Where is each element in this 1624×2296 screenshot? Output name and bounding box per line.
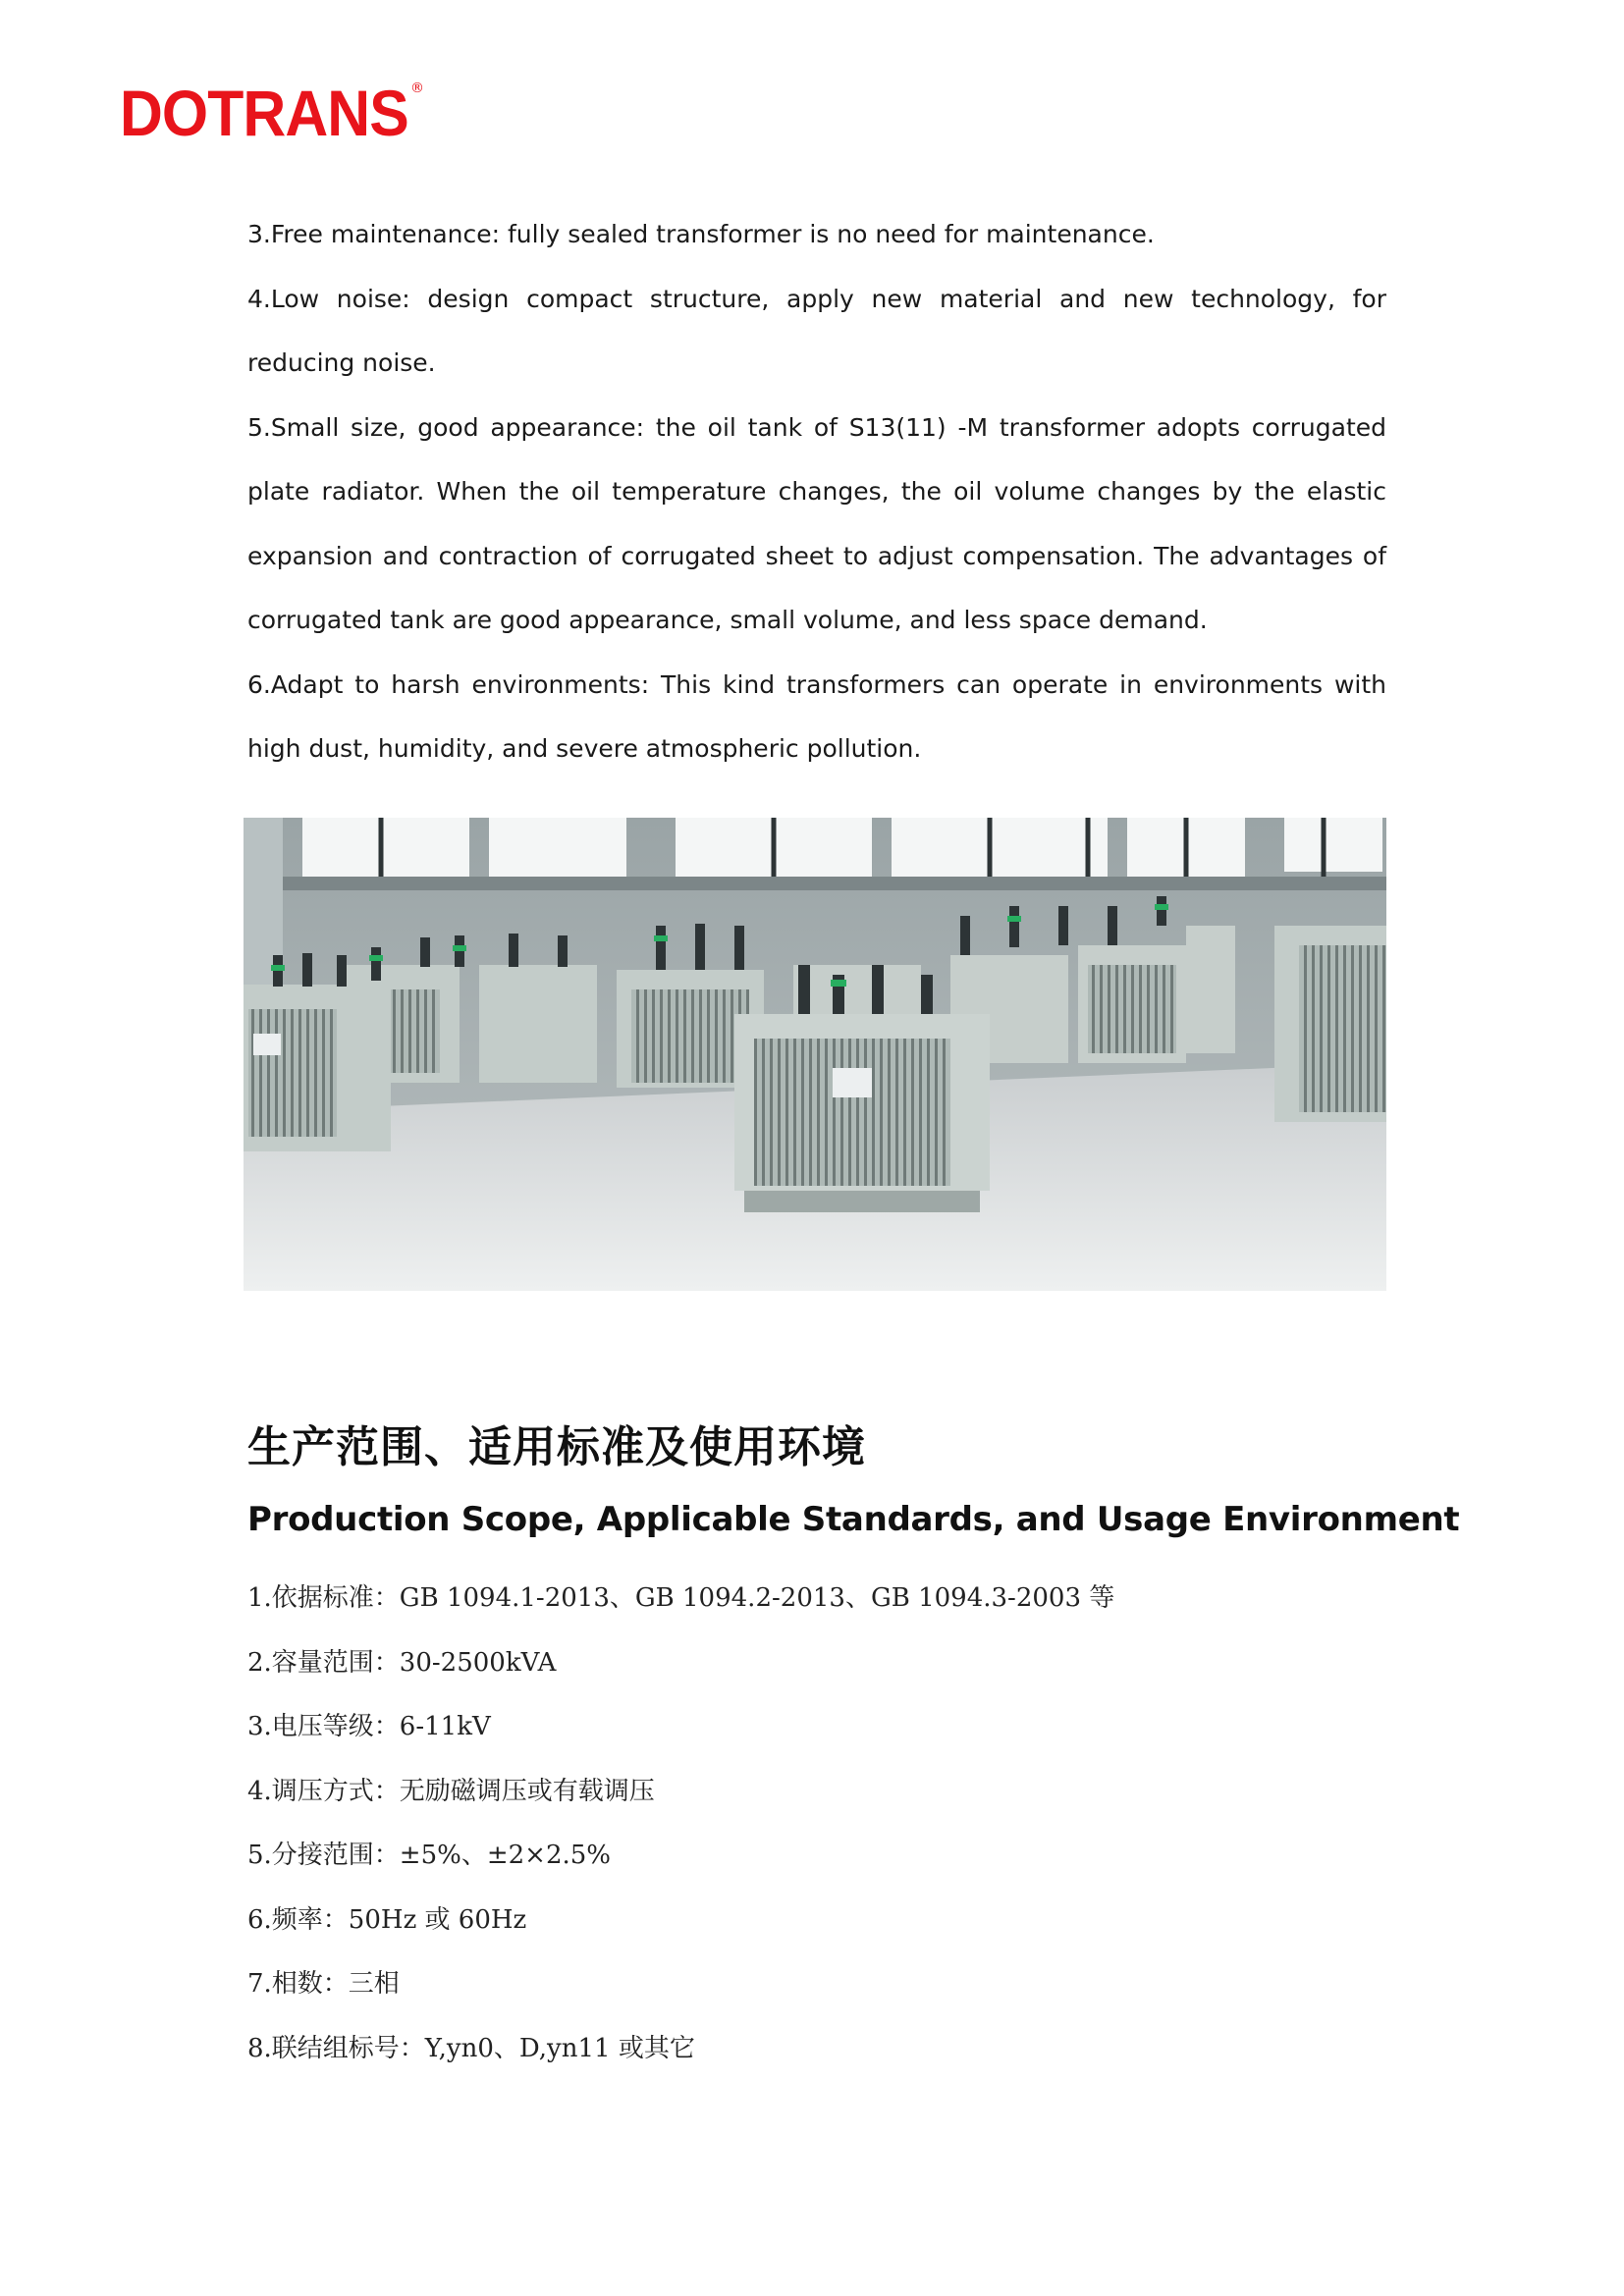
spec-item: 2.容量范围：30-2500kVA	[247, 1647, 557, 1678]
spec-item: 5.分接范围：±5%、±2×2.5%	[247, 1841, 612, 1870]
brand-logo: DOTRANS	[120, 77, 408, 149]
feature-item: 6.Adapt to harsh environments: This kind transformers can operate in environments with high dust, humidity, and severe atmospheric pollution.	[247, 669, 1386, 763]
section-title-en: Production Scope, Applicable Standards, and Usage Environment	[247, 1500, 1460, 1539]
transformer-warehouse-photo	[244, 818, 1386, 1291]
spec-item: 8.联结组标号：Y,yn0、D,yn11 或其它	[247, 2033, 695, 2063]
feature-item: 5.Small size, good appearance: the oil tank of S13(11) -M transformer adopts corrugated plate radiator. When the oil temperature changes, the oil volume changes by the elastic expansion and contraction of corrugated sheet to adjust compensation. The advantages of corrugated tank are good appearance, small volume, and less space demand.	[247, 412, 1386, 634]
spec-item: 7.相数：三相	[247, 1969, 400, 1999]
registered-mark: ®	[410, 80, 424, 96]
spec-item: 6.频率：50Hz 或 60Hz	[247, 1904, 527, 1935]
spec-item: 4.调压方式：无励磁调压或有载调压	[247, 1776, 655, 1806]
spec-item: 1.依据标准：GB 1094.1-2013、GB 1094.2-2013、GB 1094.3-2003 等	[247, 1583, 1115, 1613]
feature-list	[247, 202, 1386, 781]
feature-item: 4.Low noise: design compact structure, apply new material and new technology, for reducing noise.	[247, 284, 1386, 377]
section-title-cn: 生产范围、适用标准及使用环境	[247, 1422, 866, 1472]
feature-item: 3.Free maintenance: fully sealed transformer is no need for maintenance.	[247, 220, 1155, 248]
spec-list	[247, 1578, 1114, 2093]
spec-item: 3.电压等级：6-11kV	[247, 1712, 491, 1741]
